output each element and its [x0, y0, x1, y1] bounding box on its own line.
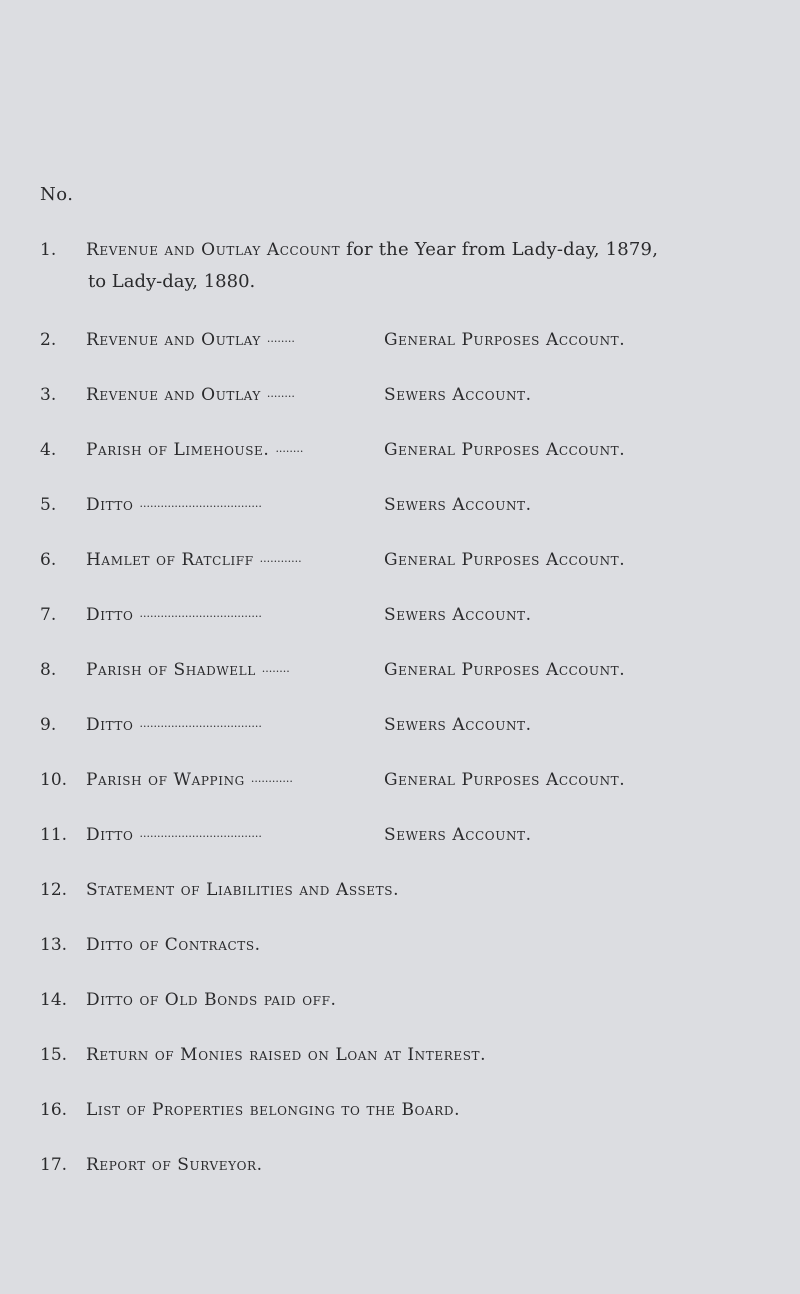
item-number: 1.: [40, 240, 57, 260]
item-continuation-line: to Lady-day, 1880.: [88, 271, 256, 292]
item-left-label: Parish of Wapping: [86, 770, 245, 790]
item-account-label: Sewers Account.: [384, 715, 532, 735]
leader-dots: ........: [261, 662, 290, 675]
list-item: [40, 385, 532, 405]
item-account-label: Sewers Account.: [384, 385, 532, 405]
item-left-label: Ditto: [86, 825, 134, 845]
item-left-label: Parish of Limehouse.: [86, 440, 270, 460]
item-left-label: Parish of Shadwell: [86, 660, 256, 680]
item-account-label: General Purposes Account.: [384, 770, 626, 790]
list-item: [40, 825, 532, 845]
item-account-label: Sewers Account.: [384, 825, 532, 845]
leader-dots: ...................................: [139, 497, 262, 510]
list-item: [40, 1155, 263, 1175]
leader-dots: ............: [259, 552, 302, 565]
item-account-label: General Purposes Account.: [384, 330, 626, 350]
list-item: [40, 1100, 460, 1120]
list-item: [40, 935, 261, 955]
leader-dots: ............: [250, 772, 293, 785]
list-item: [40, 330, 626, 350]
item-number: 2.: [40, 330, 57, 350]
item-number: 12.: [40, 880, 68, 900]
leader-dots: ...................................: [139, 827, 262, 840]
item-number: 16.: [40, 1100, 68, 1120]
list-item: [40, 550, 626, 570]
item-account-label: General Purposes Account.: [384, 660, 626, 680]
item-account-label: Sewers Account.: [384, 495, 532, 515]
list-item: [40, 239, 658, 260]
number-heading: No.: [40, 184, 74, 205]
item-title: Ditto of Contracts.: [86, 935, 261, 955]
item-left-label: Hamlet of Ratcliff: [86, 550, 254, 570]
item-number: 6.: [40, 550, 57, 570]
item-number: 9.: [40, 715, 57, 735]
list-item: [40, 770, 626, 790]
item-number: 14.: [40, 990, 68, 1010]
item-title: Ditto of Old Bonds paid off.: [86, 990, 337, 1010]
item-number: 15.: [40, 1045, 68, 1065]
item-number: 10.: [40, 770, 68, 790]
item-title: Return of Monies raised on Loan at Interest.: [86, 1045, 487, 1065]
item-title: List of Properties belonging to the Board.: [86, 1100, 461, 1120]
item-title: Report of Surveyor.: [86, 1155, 263, 1175]
item-title: Revenue and Outlay Account: [86, 240, 341, 260]
leader-dots: ........: [266, 332, 295, 345]
leader-dots: ...................................: [139, 607, 262, 620]
item-number: 13.: [40, 935, 68, 955]
item-number: 7.: [40, 605, 57, 625]
item-number: 5.: [40, 495, 57, 515]
list-item: [40, 605, 532, 625]
leader-dots: ........: [266, 387, 295, 400]
list-item: [40, 880, 399, 900]
leader-dots: ........: [275, 442, 304, 455]
leader-dots: ...................................: [139, 717, 262, 730]
item-left-label: Ditto: [86, 715, 134, 735]
item-title: Statement of Liabilities and Assets.: [86, 880, 400, 900]
item-number: 3.: [40, 385, 57, 405]
list-item: [40, 1045, 486, 1065]
item-left-label: Revenue and Outlay: [86, 385, 261, 405]
item-number: 17.: [40, 1155, 68, 1175]
item-number: 8.: [40, 660, 57, 680]
list-item: [40, 495, 532, 515]
list-item: [40, 715, 532, 735]
item-left-label: Ditto: [86, 495, 134, 515]
list-item: [40, 990, 337, 1010]
item-left-label: Revenue and Outlay: [86, 330, 261, 350]
item-number: 4.: [40, 440, 57, 460]
item-account-label: General Purposes Account.: [384, 550, 626, 570]
item-account-label: Sewers Account.: [384, 605, 532, 625]
item-account-label: General Purposes Account.: [384, 440, 626, 460]
item-title-continuation: for the Year from Lady-day, 1879,: [340, 239, 659, 260]
item-number: 11.: [40, 825, 68, 845]
list-item: [40, 440, 626, 460]
item-left-label: Ditto: [86, 605, 134, 625]
list-item: [40, 660, 626, 680]
